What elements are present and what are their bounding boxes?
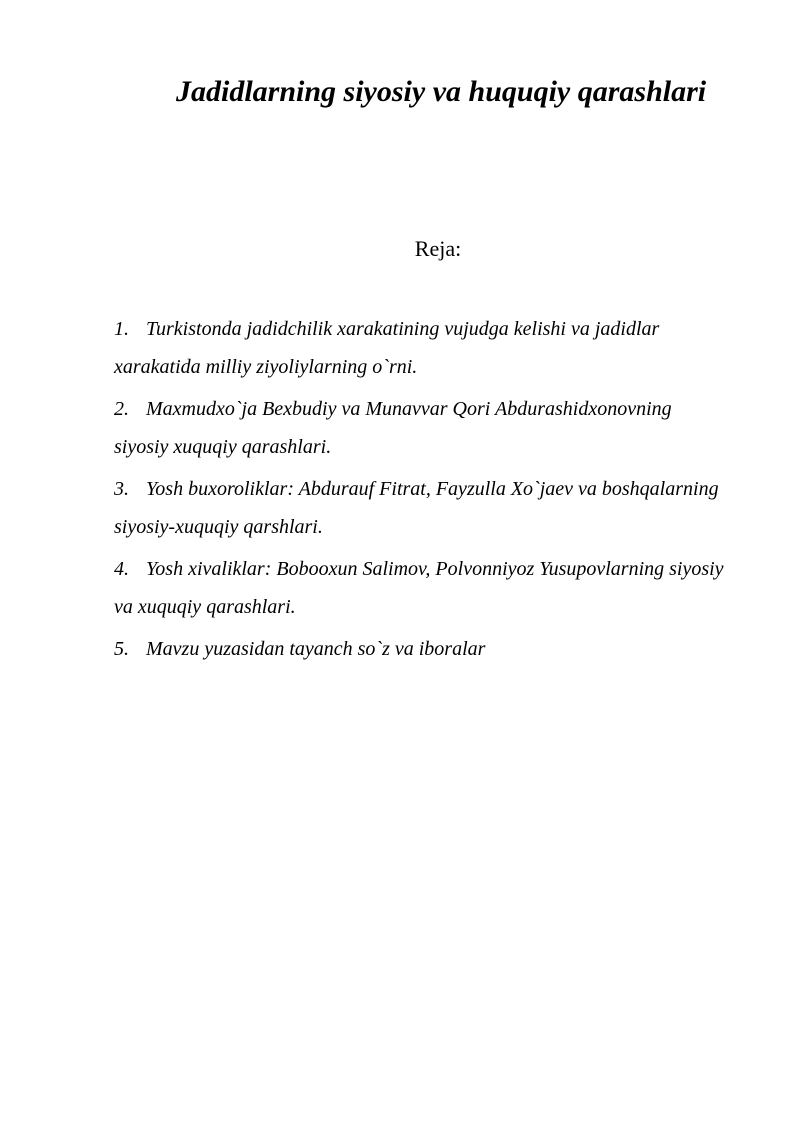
plan-item-text: Yosh buxoroliklar: Abdurauf Fitrat, Fayzulla Xo`jaev va boshqalarning siyosiy-xuquqiy qarshlari. [114,478,719,538]
plan-item-5 [114,630,724,668]
plan-item-text: Turkistonda jadidchilik xarakatining vujudga kelishi va jadidlar xarakatida milliy ziyoliylarning o`rni. [114,318,660,378]
plan-item-2 [114,390,724,466]
document-title: Jadidlarning siyosiy va huquqiy qarashlari [176,75,707,108]
plan-item-3 [114,470,724,546]
plan-item-number: 1. [114,318,129,340]
plan-item-4 [114,550,724,626]
plan-item-number: 4. [114,558,129,580]
plan-item-number: 2. [114,398,129,420]
plan-item-text: Yosh xivaliklar: Bobooxun Salimov, Polvonniyoz Yusupovlarning siyosiy va xuquqiy qarashlari. [114,558,724,618]
plan-list [114,310,724,672]
plan-heading: Reja: [414,236,462,261]
plan-item-1 [114,310,724,386]
plan-item-number: 3. [114,478,129,500]
plan-item-text: Maxmudxo`ja Bexbudiy va Munavvar Qori Abdurashidxonovning siyosiy xuquqiy qarashlari. [114,398,672,458]
plan-item-number: 5. [114,638,129,660]
plan-item-text: Mavzu yuzasidan tayanch so`z va iboralar [146,638,486,660]
